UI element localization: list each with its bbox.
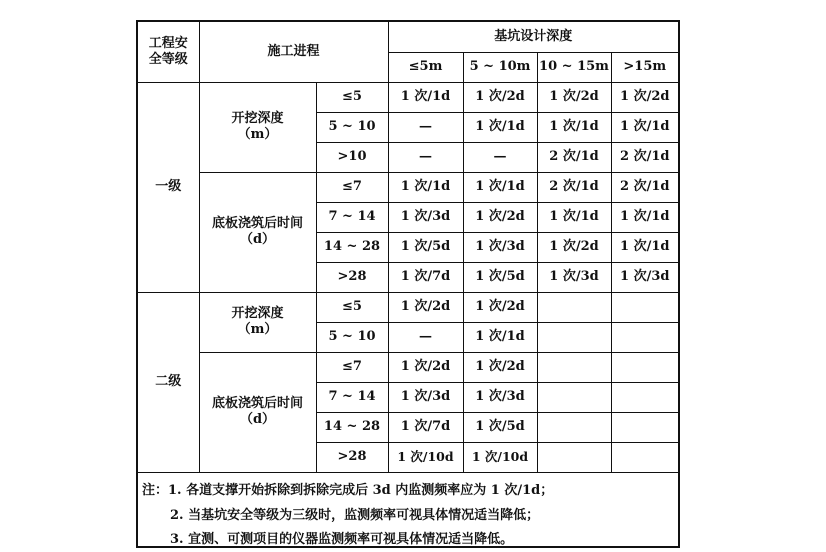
range-cell: ≤7 — [316, 172, 388, 202]
value-cell: 1 次/2d — [463, 82, 537, 112]
value-cell: 1 次/3d — [537, 262, 611, 292]
value-cell: 1 次/3d — [463, 232, 537, 262]
value-cell: 1 次/1d — [463, 322, 537, 352]
value-cell: 2 次/1d — [537, 172, 611, 202]
range-cell: ≤5 — [316, 82, 388, 112]
value-cell: 1 次/2d — [388, 352, 463, 382]
value-cell — [537, 382, 611, 412]
range-cell: 14 ~ 28 — [316, 232, 388, 262]
value-cell: — — [388, 142, 463, 172]
grade-level2-label: 二级 — [138, 292, 199, 472]
range-cell: 7 ~ 14 — [316, 382, 388, 412]
monitoring-frequency-table — [136, 20, 680, 548]
value-cell: 2 次/1d — [611, 172, 678, 202]
value-cell: 1 次/5d — [463, 262, 537, 292]
value-cell: — — [463, 142, 537, 172]
pour-time-label-line1: 底板浇筑后时间 — [211, 395, 303, 411]
pour-time-label-line1: 底板浇筑后时间 — [211, 215, 303, 231]
value-cell: 1 次/5d — [463, 412, 537, 442]
depth-col-header: 10 ~ 15m — [537, 52, 611, 82]
dig-depth-label-line1: 开挖深度 — [231, 305, 284, 321]
depth-col-header: ≤5m — [388, 52, 463, 82]
value-cell — [537, 412, 611, 442]
value-cell: 1 次/1d — [388, 172, 463, 202]
value-cell — [537, 322, 611, 352]
value-cell — [611, 412, 678, 442]
value-cell — [537, 292, 611, 322]
depth-header: 基坑设计深度 — [388, 22, 678, 52]
value-cell: 1 次/2d — [463, 292, 537, 322]
note-line: 2. 当基坑安全等级为三级时，监测频率可视具体情况适当降低； — [170, 508, 540, 523]
value-cell: 1 次/1d — [537, 112, 611, 142]
value-cell: 1 次/2d — [463, 352, 537, 382]
grade-header-cell — [138, 22, 199, 82]
grade-header-line1: 工程安 — [148, 35, 188, 51]
depth-col-header: 5 ~ 10m — [463, 52, 537, 82]
dig-depth-label-unit: （m） — [237, 322, 278, 337]
value-cell: 1 次/1d — [611, 232, 678, 262]
pour-time-label-unit: （d） — [239, 412, 276, 427]
range-cell: >28 — [316, 262, 388, 292]
grade-level1-label: 一级 — [138, 82, 199, 292]
dig-depth-label-unit: （m） — [237, 127, 278, 142]
value-cell: 1 次/10d — [388, 442, 463, 472]
dig-depth-label-line1: 开挖深度 — [231, 110, 284, 126]
progress-header: 施工进程 — [199, 22, 388, 82]
value-cell: 1 次/1d — [611, 202, 678, 232]
note-line: 注：1. 各道支撑开始拆除到拆除完成后 3d 内监测频率应为 1 次/1d； — [142, 483, 554, 498]
value-cell — [611, 292, 678, 322]
dig-depth-label — [199, 82, 316, 172]
value-cell: 2 次/1d — [611, 142, 678, 172]
value-cell: 1 次/2d — [388, 292, 463, 322]
value-cell: 1 次/7d — [388, 262, 463, 292]
value-cell — [537, 352, 611, 382]
value-cell: — — [388, 112, 463, 142]
value-cell: 1 次/1d — [388, 82, 463, 112]
value-cell: 1 次/2d — [537, 232, 611, 262]
value-cell: 1 次/1d — [463, 172, 537, 202]
pour-time-label-unit: （d） — [239, 232, 276, 247]
range-cell: 14 ~ 28 — [316, 412, 388, 442]
pour-time-label — [199, 172, 316, 292]
value-cell: 1 次/2d — [611, 82, 678, 112]
value-cell: 2 次/1d — [537, 142, 611, 172]
range-cell: >28 — [316, 442, 388, 472]
note-line: 3. 宜测、可测项目的仪器监测频率可视具体情况适当降低。 — [170, 532, 514, 547]
value-cell: 1 次/2d — [537, 82, 611, 112]
value-cell — [611, 322, 678, 352]
value-cell: 1 次/3d — [388, 382, 463, 412]
value-cell: 1 次/10d — [463, 442, 537, 472]
value-cell: 1 次/2d — [463, 202, 537, 232]
value-cell: 1 次/1d — [537, 202, 611, 232]
value-cell: 1 次/1d — [463, 112, 537, 142]
value-cell: 1 次/3d — [611, 262, 678, 292]
frequency-grid — [138, 22, 678, 473]
dig-depth-label — [199, 292, 316, 352]
value-cell: 1 次/1d — [611, 112, 678, 142]
grade-header-line2: 全等级 — [148, 51, 188, 67]
depth-col-header: >15m — [611, 52, 678, 82]
range-cell: ≤7 — [316, 352, 388, 382]
range-cell: 5 ~ 10 — [316, 112, 388, 142]
value-cell: 1 次/7d — [388, 412, 463, 442]
pour-time-label — [199, 352, 316, 472]
value-cell — [611, 352, 678, 382]
range-cell: 7 ~ 14 — [316, 202, 388, 232]
value-cell — [611, 382, 678, 412]
table-notes — [138, 467, 678, 547]
range-cell: 5 ~ 10 — [316, 322, 388, 352]
value-cell: — — [388, 322, 463, 352]
range-cell: ≤5 — [316, 292, 388, 322]
value-cell: 1 次/3d — [463, 382, 537, 412]
value-cell: 1 次/3d — [388, 202, 463, 232]
range-cell: >10 — [316, 142, 388, 172]
value-cell: 1 次/5d — [388, 232, 463, 262]
